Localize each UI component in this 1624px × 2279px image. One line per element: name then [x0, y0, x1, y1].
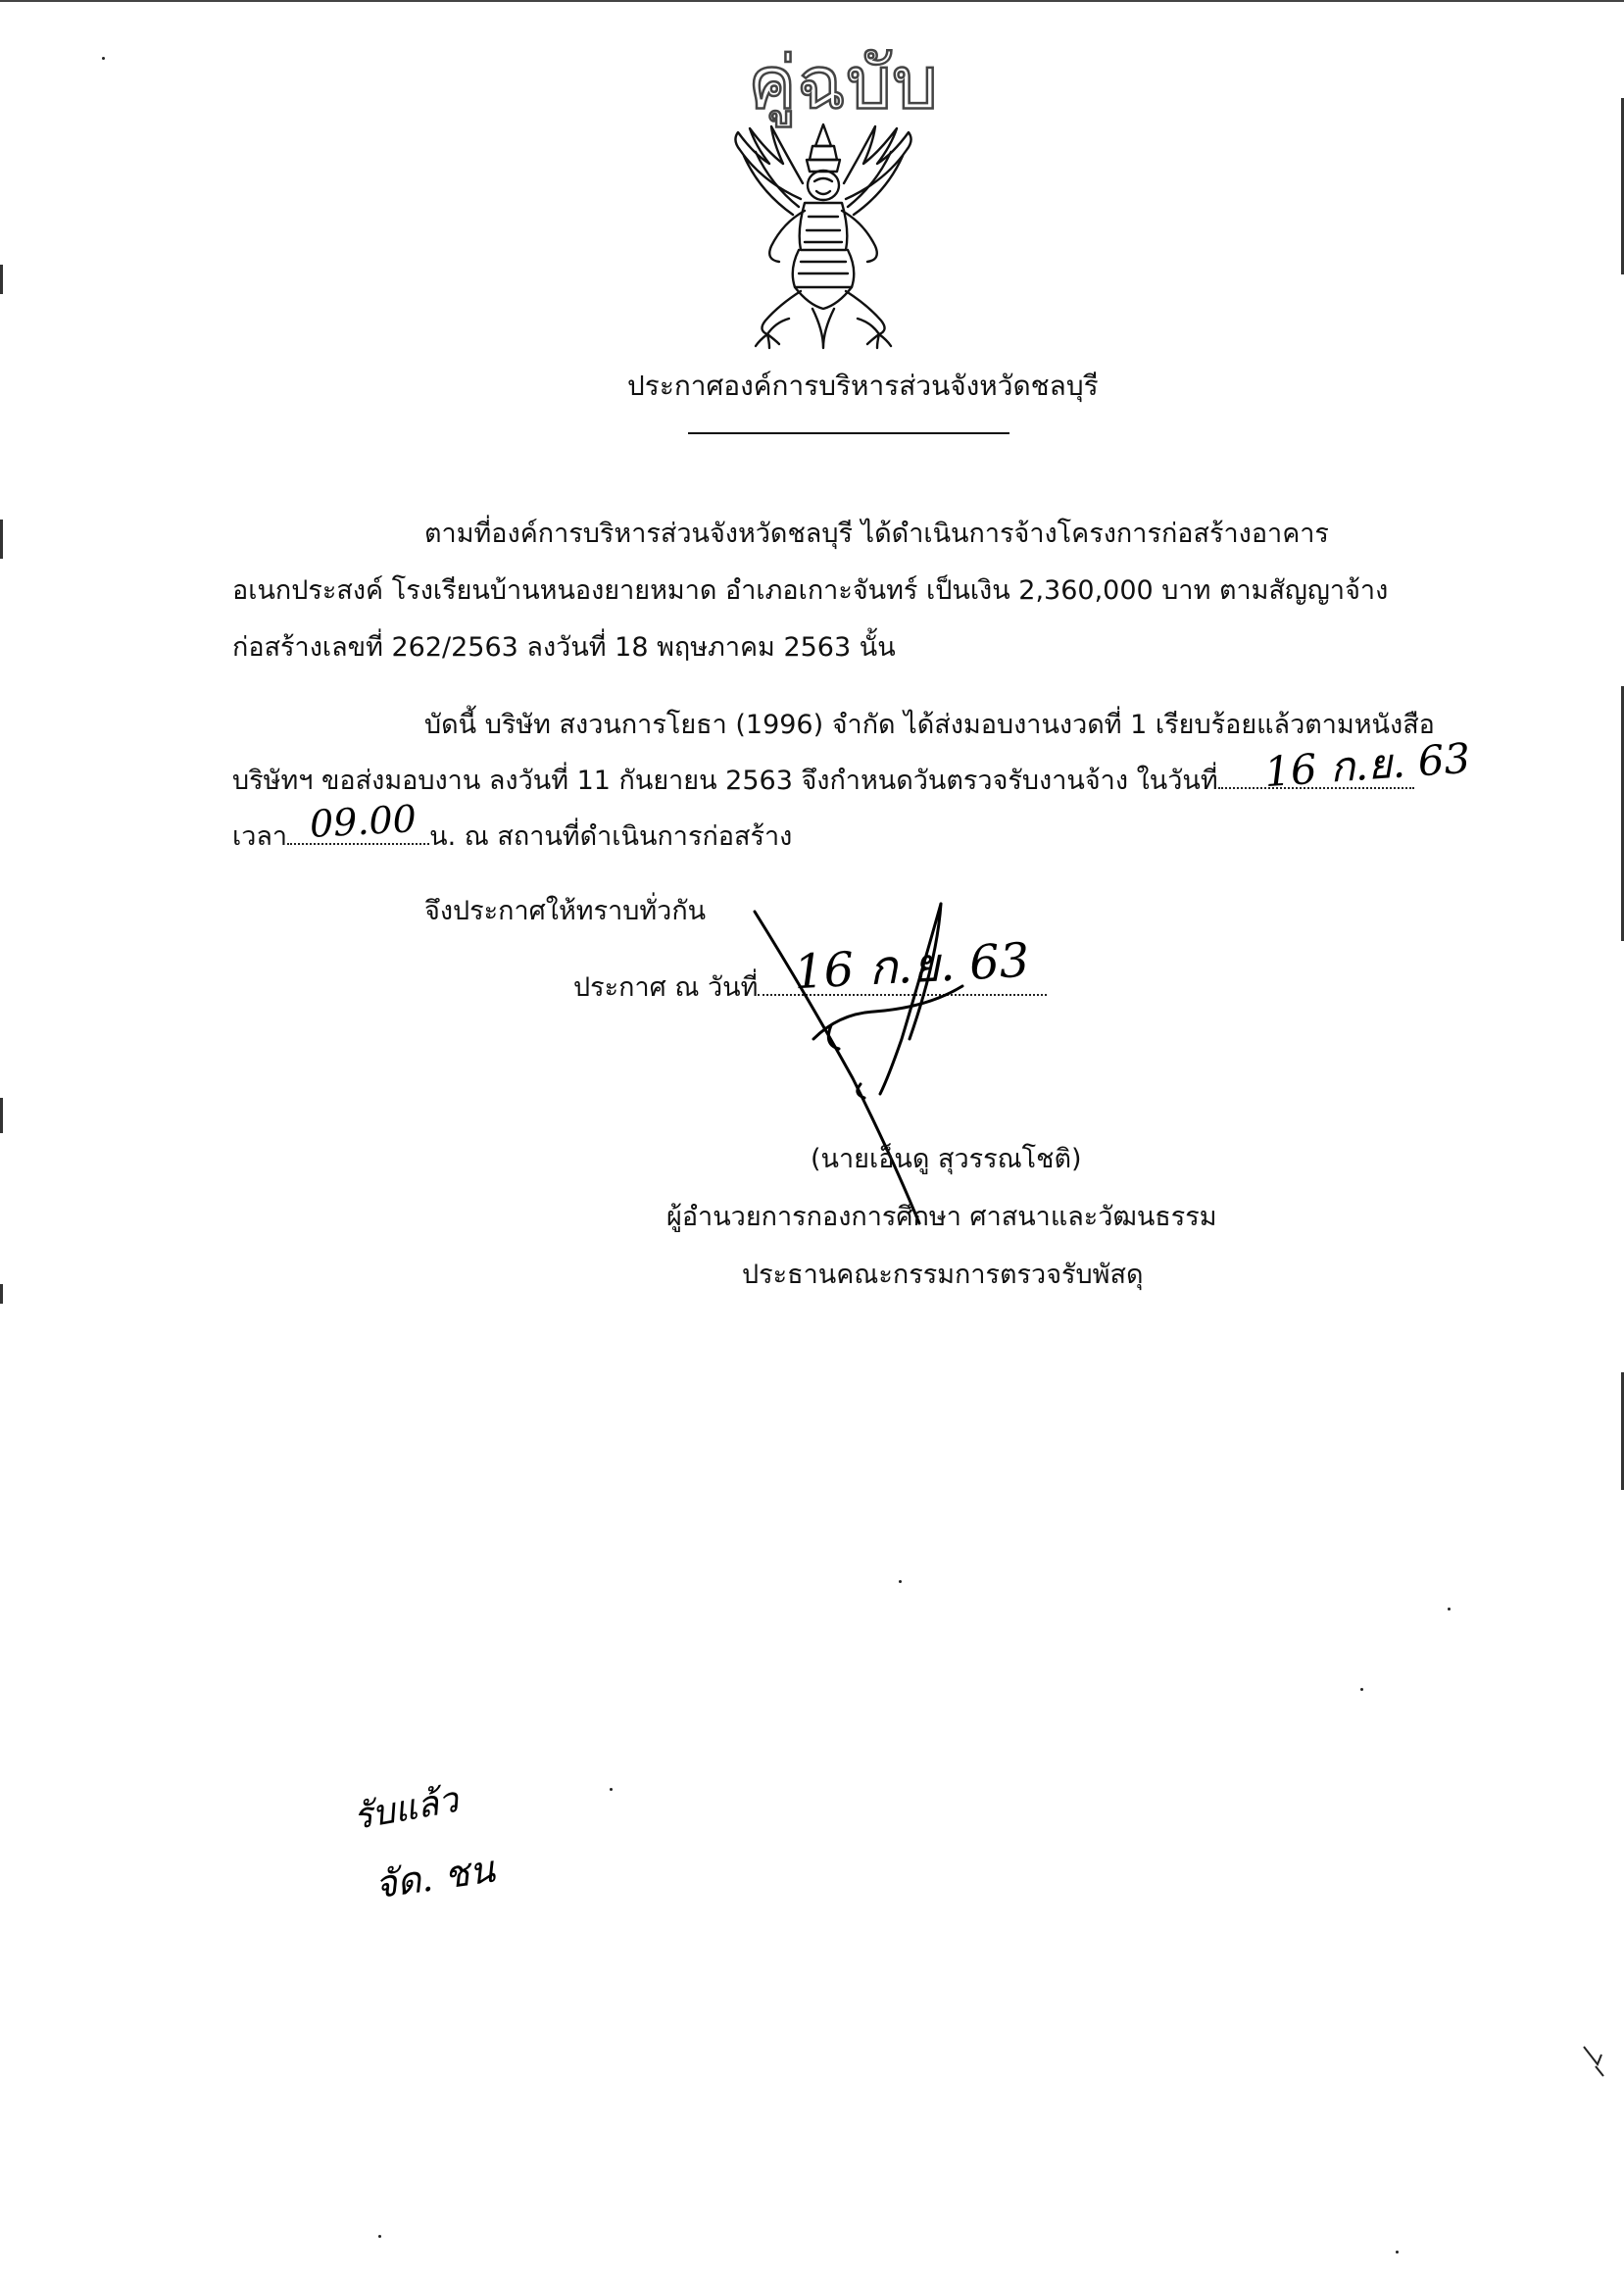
page-title: ประกาศองค์การบริหารส่วนจังหวัดชลบุรี [627, 370, 1099, 402]
inspect-time-handwritten: 09.00 [308, 797, 418, 846]
signer-name: (นายเอ็นดู สุวรรณโชติ) [811, 1144, 1082, 1174]
scan-speck [102, 57, 105, 60]
left-edge-mark [0, 1284, 3, 1304]
para1-line1: ตามที่องค์การบริหารส่วนจังหวัดชลบุรี ได้ดำเนินการจ้างโครงการก่อสร้างอาคาร [424, 519, 1329, 549]
announce-label: ประกาศ ณ วันที่ [573, 972, 759, 1003]
left-edge-mark [0, 520, 3, 559]
para2-line2 [232, 762, 1414, 801]
title-underline [688, 432, 1009, 434]
received-note-line2: จัด. ชน [371, 1847, 498, 1907]
signer-position: ผู้อำนวยการกองการศึกษา ศาสนาและวัฒนธรรม [666, 1202, 1217, 1232]
scan-speck [610, 1788, 613, 1791]
para1-line3: ก่อสร้างเลขที่ 262/2563 ลงวันที่ 18 พฤษภาคม 2563 นั้น [232, 632, 896, 663]
scan-speck [1396, 2251, 1399, 2254]
para1-line2: อเนกประสงค์ โรงเรียนบ้านหนองยายหมาด อำเภอเกาะจันทร์ เป็นเงิน 2,360,000 บาท ตามสัญญาจ้าง [232, 575, 1389, 606]
scan-speck [1448, 1608, 1451, 1610]
scan-speck [899, 1580, 902, 1583]
time-label: เวลา [232, 821, 288, 852]
signer-role: ประธานคณะกรรมการตรวจรับพัสดุ [742, 1260, 1144, 1290]
inspect-date-handwritten: 16 ก.ย. 63 [1262, 733, 1472, 797]
announce-date-handwritten: 16 ก.ย. 63 [792, 932, 1031, 1001]
left-edge-mark [0, 1098, 3, 1133]
scan-speck [1360, 1688, 1363, 1691]
corner-scribble [1580, 2043, 1609, 2082]
copy-stamp: คู่ฉบับ [748, 41, 938, 125]
received-note-line1: รับแล้ว [350, 1779, 462, 1839]
closing-line: จึงประกาศให้ทราบทั่วกัน [424, 896, 707, 926]
para2-line2-text: บริษัทฯ ขอส่งมอบงาน ลงวันที่ 11 กันยายน 2563 จึงกำหนดวันตรวจรับงานจ้าง ในวันที่ [232, 766, 1218, 796]
garuda-emblem-icon [711, 113, 936, 353]
left-edge-mark [0, 265, 3, 294]
para2-line3-text: น. ณ สถานที่ดำเนินการก่อสร้าง [429, 821, 793, 852]
para2-line1: บัดนี้ บริษัท สงวนการโยธา (1996) จำกัด ได้ส่งมอบงานงวดที่ 1 เรียบร้อยแล้วตามหนังสือ [424, 710, 1435, 740]
scan-speck [378, 2235, 381, 2238]
top-edge [0, 0, 1624, 2]
